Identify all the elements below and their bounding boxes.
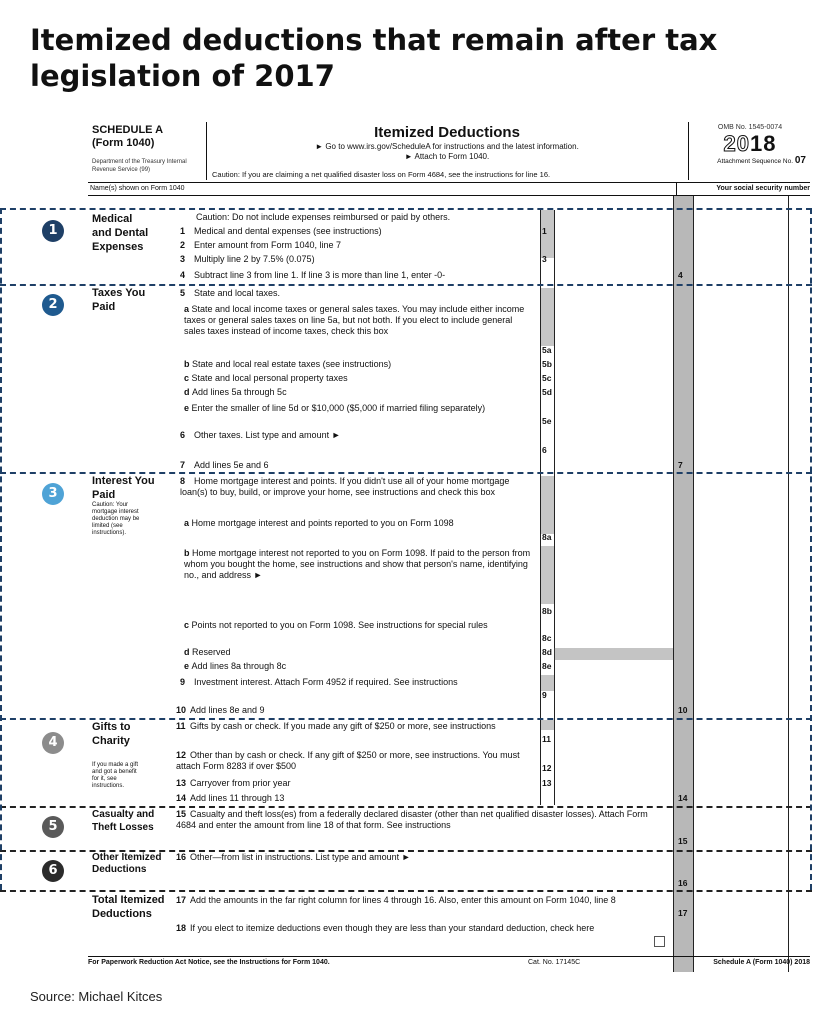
line-text: State and local taxes. bbox=[194, 288, 281, 298]
line-text: Add lines 11 through 13 bbox=[190, 793, 285, 803]
box-10-label: 10 bbox=[678, 705, 688, 715]
line-text: Multiply line 2 by 7.5% (0.075) bbox=[194, 254, 315, 264]
line-10: 10 Add lines 8e and 9 bbox=[176, 705, 265, 715]
section-badge-1: 1 bbox=[42, 220, 64, 242]
section-border bbox=[0, 208, 812, 210]
section-title-gifts: Gifts to Charity bbox=[92, 721, 131, 747]
attachment-label: Attachment Sequence No. bbox=[717, 158, 794, 165]
line-5d: d Add lines 5a through 5c bbox=[184, 387, 287, 397]
tax-year bbox=[694, 131, 806, 157]
form-id-block bbox=[92, 124, 202, 174]
line-text: Home mortgage interest not reported to you on Form 1098. If paid to the person from whom you bought the home, see instructions and show that person's name, identifying no., and address ► bbox=[184, 548, 531, 580]
line-text: Add the amounts in the far right column for lines 4 through 16. Also, enter this amount on Form 1040, line 8 bbox=[190, 895, 616, 905]
line-text: Home mortgage interest and points reported to you on Form 1098 bbox=[191, 518, 454, 528]
line-13: 13 Carryover from prior year bbox=[176, 778, 291, 788]
section-title-total: Total Itemized Deductions bbox=[92, 894, 165, 920]
caution-line: Caution: If you are claiming a net qualified disaster loss on Form 4684, see the instructions for line 16. bbox=[212, 170, 551, 179]
line-text: State and local income taxes or general sales taxes. You may include either income taxes or general sales taxes on line 5a, but not both. If you elect to include general sales taxes instead of income taxes, check this box bbox=[184, 304, 525, 336]
attachment-seq bbox=[694, 157, 806, 166]
line-text: Points not reported to you on Form 1098. See instructions for special rules bbox=[191, 620, 488, 630]
omb-block bbox=[694, 124, 806, 166]
line-text: Add lines 5a through 5c bbox=[192, 387, 287, 397]
gray-column-mid bbox=[540, 476, 554, 534]
line-text: Reserved bbox=[192, 647, 231, 657]
catalog-number: Cat. No. 17145C bbox=[528, 959, 581, 966]
schedule-a-form bbox=[48, 120, 810, 970]
box-5e-label: 5e bbox=[542, 416, 552, 426]
box-9-label: 9 bbox=[542, 690, 547, 700]
form-ref: (Form 1040) bbox=[92, 137, 155, 149]
line-8c: c Points not reported to you on Form 1098. See instructions for special rules bbox=[184, 620, 488, 630]
line-text: Enter the smaller of line 5d or $10,000 ($5,000 if married filing separately) bbox=[191, 403, 486, 413]
gray-column-mid bbox=[540, 546, 554, 604]
box-6-label: 6 bbox=[542, 445, 547, 455]
gray-column-mid bbox=[540, 720, 554, 730]
goto-line: ► Go to www.irs.gov/ScheduleA for instructions and the latest information. bbox=[315, 142, 579, 151]
form-footer bbox=[88, 956, 810, 966]
line-8d: d Reserved bbox=[184, 647, 231, 657]
line-text: Gifts by cash or check. If you made any gift of $250 or more, see instructions bbox=[190, 721, 496, 731]
line-8a: a Home mortgage interest and points reported to you on Form 1098 bbox=[184, 518, 454, 528]
line-11: 11 Gifts by cash or check. If you made any gift of $250 or more, see instructions bbox=[176, 721, 496, 731]
section-border-left bbox=[0, 208, 2, 890]
form-title: Itemized Deductions bbox=[374, 124, 520, 141]
interest-caution-note: Caution: Your mortgage interest deduction may be limited (see instructions). bbox=[92, 502, 140, 536]
ssn-label: Your social security number bbox=[716, 185, 810, 192]
box-13-label: 13 bbox=[542, 778, 552, 788]
box-5a-label: 5a bbox=[542, 345, 552, 355]
paperwork-notice: For Paperwork Reduction Act Notice, see the Instructions for Form 1040. bbox=[88, 959, 330, 966]
line-16: 16 Other—from list in instructions. List type and amount ► bbox=[176, 852, 411, 862]
form-footer-right: Schedule A (Form 1040) 2018 bbox=[713, 959, 810, 966]
gray-column bbox=[673, 196, 693, 972]
gray-column-mid bbox=[540, 288, 554, 346]
line-12: 12 Other than by cash or check. If any gift of $250 or more, see instructions. You must attach Form 8283 if over $500 bbox=[176, 750, 520, 771]
line-6: 6 Other taxes. List type and amount ► bbox=[180, 430, 341, 440]
section-title-taxes: Taxes You Paid bbox=[92, 287, 146, 313]
section-title-interest: Interest You Paid bbox=[92, 475, 155, 501]
line-9: 9 Investment interest. Attach Form 4952 if required. See instructions bbox=[180, 677, 458, 687]
line-text: Add lines 5e and 6 bbox=[194, 460, 269, 470]
form-title-block bbox=[212, 124, 682, 162]
box-8a-label: 8a bbox=[542, 532, 552, 542]
page-headline: Itemized deductions that remain after tax legislation of 2017 bbox=[30, 23, 718, 93]
box-3-label: 3 bbox=[542, 254, 547, 264]
line-8: 8 Home mortgage interest and points. If you didn't use all of your home mortgage loan(s) to buy, build, or improve your home, see instructions and check this box bbox=[180, 476, 510, 497]
line-8e: e Add lines 8a through 8c bbox=[184, 661, 287, 671]
box-7-label: 7 bbox=[678, 460, 683, 470]
section-badge-3: 3 bbox=[42, 483, 64, 505]
box-17-label: 17 bbox=[678, 908, 688, 918]
section-badge-2: 2 bbox=[42, 294, 64, 316]
line-5: 5 State and local taxes. bbox=[180, 288, 281, 298]
line-5b: b State and local real estate taxes (see instructions) bbox=[184, 359, 392, 369]
box-8c-label: 8c bbox=[542, 633, 552, 643]
box-8e-label: 8e bbox=[542, 661, 552, 671]
box-5b-label: 5b bbox=[542, 359, 552, 369]
line-7: 7 Add lines 5e and 6 bbox=[180, 460, 269, 470]
line-text: Other taxes. List type and amount ► bbox=[194, 430, 341, 440]
line-8b: b Home mortgage interest not reported to you on Form 1098. If paid to the person from whom you bought the home, see instructions and show that person's name, identifying no., and address ► bbox=[184, 548, 531, 580]
box-8d-label: 8d bbox=[542, 647, 552, 657]
line-4: 4 Subtract line 3 from line 1. If line 3 is more than line 1, enter -0- bbox=[180, 270, 446, 280]
line-text: State and local real estate taxes (see instructions) bbox=[192, 359, 392, 369]
column-line bbox=[554, 210, 555, 805]
line-text: If you elect to itemize deductions even though they are less than your standard deduction, check here bbox=[190, 923, 595, 933]
line-caution-medical bbox=[196, 212, 450, 223]
line-14: 14 Add lines 11 through 13 bbox=[176, 793, 285, 803]
names-row bbox=[88, 182, 810, 196]
line-18: 18 If you elect to itemize deductions even though they are less than your standard deduction, check here bbox=[176, 923, 595, 933]
line-text: Add lines 8e and 9 bbox=[190, 705, 265, 715]
section-title-casualty: Casualty and Theft Losses bbox=[92, 809, 155, 833]
line-text: Medical and dental expenses (see instructions) bbox=[194, 226, 382, 236]
column-line bbox=[540, 210, 541, 805]
line-2: 2 Enter amount from Form 1040, line 7 bbox=[180, 240, 342, 250]
sequence-number: 07 bbox=[794, 155, 806, 166]
department-label: Department of the Treasury Internal Revenue Service (99) bbox=[92, 159, 187, 173]
line-17: 17 Add the amounts in the far right column for lines 4 through 16. Also, enter this amount on Form 1040, line 8 bbox=[176, 895, 616, 905]
box-5c-label: 5c bbox=[542, 373, 552, 383]
schedule-label: SCHEDULE A bbox=[92, 124, 164, 136]
line-text: Other—from list in instructions. List type and amount ► bbox=[190, 852, 411, 862]
box-12-label: 12 bbox=[542, 763, 552, 773]
section-title-other: Other Itemized Deductions bbox=[92, 852, 162, 875]
column-line bbox=[673, 196, 674, 972]
section-border bbox=[0, 890, 812, 892]
line-text: Other than by cash or check. If any gift of $250 or more, see instructions. You must attach Form 8283 if over $500 bbox=[176, 750, 520, 771]
line-5a: a State and local income taxes or general sales taxes. You may include either income taxes or general sales taxes on line 5a, but not both. If you elect to include general sales taxes instead of income taxes, check this box bbox=[184, 304, 525, 336]
box-1-label: 1 bbox=[542, 226, 547, 236]
attach-line: ► Attach to Form 1040. bbox=[404, 152, 490, 161]
section-badge-4: 4 bbox=[42, 732, 64, 754]
line-text: Home mortgage interest and points. If you didn't use all of your home mortgage loan(s) to buy, build, or improve your home, see instructions and check this box bbox=[180, 476, 510, 497]
section-badge-6: 6 bbox=[42, 860, 64, 882]
box-14-label: 14 bbox=[678, 793, 688, 803]
source-credit: Source: Michael Kitces bbox=[30, 989, 163, 1004]
header-divider bbox=[206, 122, 207, 180]
box-16-label: 16 bbox=[678, 878, 688, 888]
names-divider bbox=[676, 183, 677, 195]
year-prefix: 20 bbox=[723, 131, 750, 156]
box-8b-label: 8b bbox=[542, 606, 552, 616]
line-18-checkbox[interactable] bbox=[654, 936, 665, 947]
line-text: Investment interest. Attach Form 4952 if required. See instructions bbox=[194, 677, 458, 687]
line-text: Casualty and theft loss(es) from a federally declared disaster (other than net qualified disaster losses). Attach Form 4684 and enter the amount from line 18 of that form. See instructions bbox=[176, 809, 648, 830]
line-5e: e Enter the smaller of line 5d or $10,000 ($5,000 if married filing separately) bbox=[184, 403, 486, 413]
line-text: State and local personal property taxes bbox=[191, 373, 348, 383]
line-text: Subtract line 3 from line 1. If line 3 is more than line 1, enter -0- bbox=[194, 270, 446, 280]
section-badge-5: 5 bbox=[42, 816, 64, 838]
box-5d-label: 5d bbox=[542, 387, 552, 397]
omb-number: OMB No. 1545-0074 bbox=[717, 124, 783, 131]
box-4-label: 4 bbox=[678, 270, 683, 280]
column-line bbox=[788, 196, 789, 972]
names-label: Name(s) shown on Form 1040 bbox=[90, 185, 185, 192]
gray-column-mid bbox=[540, 675, 554, 691]
line-text: Caution: Do not include expenses reimbursed or paid by others. bbox=[196, 212, 451, 222]
box-15-label: 15 bbox=[678, 836, 688, 846]
line-5c: c State and local personal property taxes bbox=[184, 373, 348, 383]
line-text: Add lines 8a through 8c bbox=[191, 661, 287, 671]
section-title-medical: Medical and Dental Expenses bbox=[92, 213, 149, 253]
line-1: 1 Medical and dental expenses (see instructions) bbox=[180, 226, 382, 236]
section-border-right bbox=[810, 208, 812, 890]
year-suffix: 18 bbox=[750, 131, 777, 156]
column-line bbox=[693, 196, 694, 972]
header-divider bbox=[688, 122, 689, 180]
line-3: 3 Multiply line 2 by 7.5% (0.075) bbox=[180, 254, 315, 264]
line-text: Carryover from prior year bbox=[190, 778, 291, 788]
line-15: 15 Casualty and theft loss(es) from a federally declared disaster (other than net qualified disaster losses). Attach Form 4684 and enter the amount from line 18 of that form. See instructions bbox=[176, 809, 648, 830]
line-text: Enter amount from Form 1040, line 7 bbox=[194, 240, 342, 250]
box-11-label: 11 bbox=[542, 734, 551, 744]
gifts-note: If you made a gift and got a benefit for it, see instructions. bbox=[92, 762, 139, 789]
